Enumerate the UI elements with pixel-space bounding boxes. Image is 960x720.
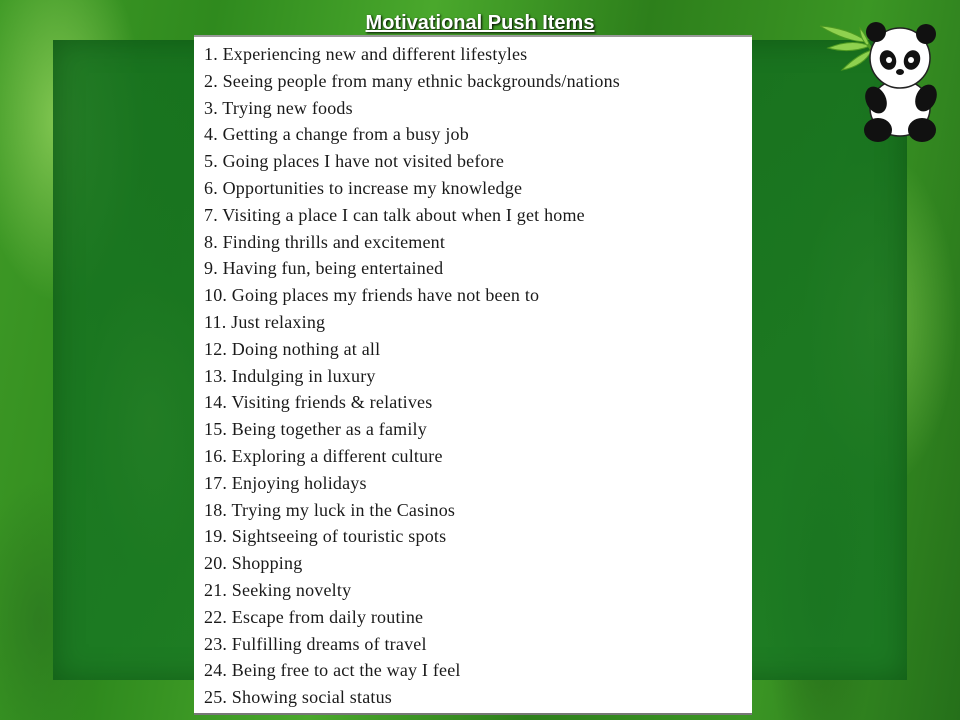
list-item: 7. Visiting a place I can talk about when I get home [204,204,585,225]
panda-with-bamboo-icon [818,8,948,148]
list-item: 14. Visiting friends & relatives [204,392,433,413]
list-item: 19. Sightseeing of touristic spots [204,526,447,547]
list-item: 22. Escape from daily routine [204,606,424,627]
scanned-document-sheet [194,35,752,715]
list-item: 5. Going places I have not visited before [204,151,505,172]
list-item: 13. Indulging in luxury [204,365,376,386]
list-item: 21. Seeking novelty [204,579,352,600]
list-item: 15. Being together as a family [204,419,427,440]
list-item: 11. Just relaxing [204,311,326,332]
list-item: 8. Finding thrills and excitement [204,231,446,252]
list-item: 6. Opportunities to increase my knowledge [204,177,523,198]
push-items-list [194,41,752,711]
list-item: 10. Going places my friends have not been to [204,285,540,306]
list-item: 25. Showing social status [204,687,392,708]
list-item: 2. Seeing people from many ethnic backgrounds/nations [204,70,621,91]
list-item: 23. Fulfilling dreams of travel [204,633,427,654]
list-item: 24. Being free to act the way I feel [204,660,461,681]
list-item: 3. Trying new foods [204,97,353,118]
list-item: 1. Experiencing new and different lifestyles [204,44,528,64]
list-item: 18. Trying my luck in the Casinos [204,499,456,520]
list-item: 12. Doing nothing at all [204,338,381,359]
list-item: 17. Enjoying holidays [204,472,367,493]
list-item: 16. Exploring a different culture [204,445,443,466]
list-item: 9. Having fun, being entertained [204,258,444,279]
slide-title: Motivational Push Items [365,12,595,34]
list-item: 20. Shopping [204,553,303,574]
list-item: 4. Getting a change from a busy job [204,124,469,145]
